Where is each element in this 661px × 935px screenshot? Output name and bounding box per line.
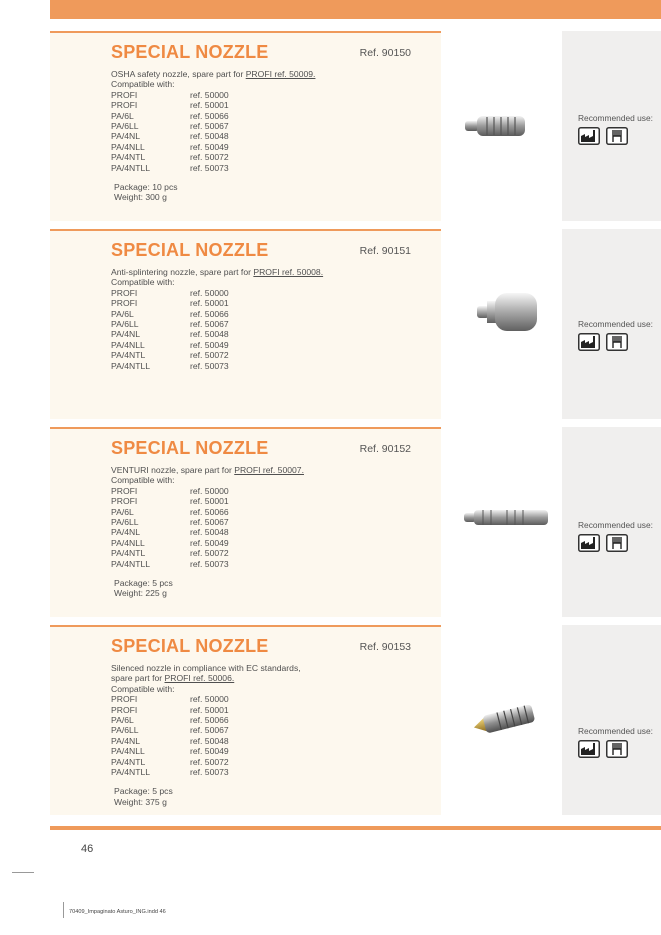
model-name: PA/4NL [111,329,140,340]
product-body [111,465,431,599]
product-info-panel [50,31,441,221]
compat-row [111,111,431,121]
compat-row [111,163,431,173]
product-body [111,267,431,371]
model-ref: ref. 50073 [190,767,229,778]
model-ref: ref. 50072 [190,756,229,767]
crop-mark-vertical [63,902,64,918]
compat-row [111,350,431,360]
industry-icon [578,333,600,356]
product-image-panel [441,625,562,815]
package-info [111,578,431,599]
chair-icon [606,333,628,356]
compat-row [111,288,431,298]
compat-row [111,507,431,517]
model-ref: ref. 50048 [190,527,229,538]
weight: Weight: 300 g [114,192,167,203]
model-ref: ref. 50000 [190,89,229,100]
industry-icon [578,740,600,763]
compat-row [111,548,431,558]
model-name: PA/6L [111,110,134,121]
product-body [111,69,431,203]
compat-row [111,298,431,308]
product-section [50,625,661,815]
model-ref: ref. 50072 [190,152,229,163]
compat-row [111,767,431,777]
model-ref: ref. 50066 [190,308,229,319]
weight: Weight: 375 g [114,796,167,807]
product-image-panel [441,229,562,419]
product-section [50,229,661,419]
compat-row [111,486,431,496]
compat-row [111,705,431,715]
product-title: SPECIAL NOZZLE [111,636,269,656]
model-ref: ref. 50049 [190,746,229,757]
model-name: PA/6L [111,308,134,319]
compat-row [111,725,431,735]
recommended-use-icons [578,740,628,763]
product-info-panel [50,625,441,815]
model-ref: ref. 50001 [190,496,229,507]
compat-label: Compatible with: [111,683,175,694]
product-image-panel [441,31,562,221]
model-name: PA/4NTLL [111,558,151,569]
model-name: PA/6LL [111,319,139,330]
industry-icon [578,127,600,150]
model-name: PROFI [111,287,138,298]
compat-label: Compatible with: [111,277,175,288]
recommended-use-icons [578,534,628,557]
compat-row [111,152,431,162]
product-section [50,31,661,221]
compat-row [111,329,431,339]
model-name: PA/6LL [111,517,139,528]
compat-row [111,694,431,704]
compat-label: Compatible with: [111,475,175,486]
model-name: PA/4NTLL [111,162,151,173]
page-number: 46 [81,843,94,855]
weight: Weight: 225 g [114,588,167,599]
model-name: PA/4NTL [111,350,146,361]
model-ref: ref. 50073 [190,558,229,569]
description-line: OSHA safety nozzle, spare part for PROFI ref. 50009. [111,69,316,79]
chair-icon [606,127,628,150]
model-name: PA/6L [111,506,134,517]
model-ref: ref. 50049 [190,339,229,350]
model-name: PA/4NTLL [111,767,151,778]
model-ref: ref. 50072 [190,350,229,361]
model-name: PROFI [111,485,138,496]
model-name: PROFI [111,496,138,507]
model-name: PA/4NL [111,527,140,538]
product-ref: Ref. 90152 [359,443,411,455]
model-name: PA/4NLL [111,537,145,548]
model-ref: ref. 50066 [190,506,229,517]
nozzle-image [463,113,527,144]
footer-filename: 70409_Impaginato Asturo_ING.indd 46 [69,909,166,915]
product-ref: Ref. 90153 [359,641,411,653]
package-count: Package: 5 pcs [114,786,173,797]
spare-part-link[interactable]: PROFI ref. 50009. [245,69,316,79]
model-name: PROFI [111,694,138,705]
model-ref: ref. 50072 [190,548,229,559]
model-name: PROFI [111,100,138,111]
compat-row [111,715,431,725]
compat-row [111,340,431,350]
compat-row [111,496,431,506]
chair-icon [606,534,628,557]
compat-row [111,559,431,569]
model-ref: ref. 50049 [190,537,229,548]
model-ref: ref. 50048 [190,131,229,142]
recommended-use-panel [562,229,661,419]
industry-icon [578,534,600,557]
compat-row [111,90,431,100]
compat-row [111,538,431,548]
recommended-use-panel [562,625,661,815]
compat-row [111,527,431,537]
model-ref: ref. 50073 [190,162,229,173]
model-ref: ref. 50001 [190,100,229,111]
chair-icon [606,740,628,763]
recommended-use-panel [562,31,661,221]
model-ref: ref. 50066 [190,715,229,726]
crop-mark [12,872,34,873]
nozzle-image [463,507,549,532]
recommended-use-label: Recommended use: [578,520,653,530]
model-name: PROFI [111,704,138,715]
model-name: PA/6LL [111,121,139,132]
model-ref: ref. 50000 [190,485,229,496]
model-ref: ref. 50067 [190,319,229,330]
model-name: PROFI [111,298,138,309]
compat-row [111,361,431,371]
model-name: PA/4NTL [111,756,146,767]
spare-part-link[interactable]: PROFI ref. 50008. [253,267,324,277]
model-ref: ref. 50067 [190,121,229,132]
model-name: PA/4NTLL [111,360,151,371]
model-ref: ref. 50048 [190,329,229,340]
product-ref: Ref. 90151 [359,245,411,257]
recommended-use-label: Recommended use: [578,319,653,329]
product-ref: Ref. 90150 [359,47,411,59]
recommended-use-icons [578,127,628,150]
product-title: SPECIAL NOZZLE [111,42,269,62]
model-name: PA/6L [111,715,134,726]
recommended-use-label: Recommended use: [578,113,653,123]
model-name: PROFI [111,89,138,100]
model-name: PA/4NL [111,131,140,142]
compat-row [111,131,431,141]
compat-row [111,319,431,329]
model-name: PA/4NLL [111,339,145,350]
package-info [111,182,431,203]
nozzle-image [473,289,543,340]
model-ref: ref. 50067 [190,725,229,736]
model-name: PA/4NL [111,735,140,746]
compat-row [111,736,431,746]
product-title: SPECIAL NOZZLE [111,240,269,260]
spare-part-link[interactable]: PROFI ref. 50007. [234,465,304,475]
description-line: spare part for PROFI ref. 50006. [111,673,235,684]
recommended-use-panel [562,427,661,617]
model-ref: ref. 50001 [190,704,229,715]
package-count: Package: 10 pcs [114,182,178,193]
product-image-panel [441,427,562,617]
compat-row [111,309,431,319]
product-info-panel [50,229,441,419]
compat-row [111,757,431,767]
model-ref: ref. 50001 [190,298,229,309]
model-name: PA/4NTL [111,152,146,163]
description-line: Anti-splintering nozzle, spare part for PROFI ref. 50008. [111,267,324,277]
spare-part-link[interactable]: PROFI ref. 50006. [164,673,235,684]
model-ref: ref. 50000 [190,694,229,705]
package-count: Package: 5 pcs [114,578,173,589]
product-info-panel [50,427,441,617]
description-line: VENTURI nozzle, spare part for PROFI ref. 50007. [111,465,304,475]
bottom-accent-line [50,826,661,830]
product-title: SPECIAL NOZZLE [111,438,269,458]
model-ref: ref. 50049 [190,141,229,152]
model-name: PA/4NLL [111,746,145,757]
compat-row [111,517,431,527]
product-body [111,663,431,807]
model-ref: ref. 50048 [190,735,229,746]
model-ref: ref. 50066 [190,110,229,121]
compat-row [111,121,431,131]
model-ref: ref. 50073 [190,360,229,371]
recommended-use-label: Recommended use: [578,726,653,736]
model-name: PA/6LL [111,725,139,736]
top-accent-bar [50,0,661,19]
description-line: Silenced nozzle in compliance with EC standards, [111,663,301,673]
product-section [50,427,661,617]
model-name: PA/4NTL [111,548,146,559]
model-ref: ref. 50067 [190,517,229,528]
package-info [111,786,431,807]
compat-row [111,746,431,756]
compat-label: Compatible with: [111,79,175,90]
compat-row [111,142,431,152]
nozzle-image [471,703,537,742]
model-ref: ref. 50000 [190,287,229,298]
compat-row [111,100,431,110]
model-name: PA/4NLL [111,141,145,152]
recommended-use-icons [578,333,628,356]
